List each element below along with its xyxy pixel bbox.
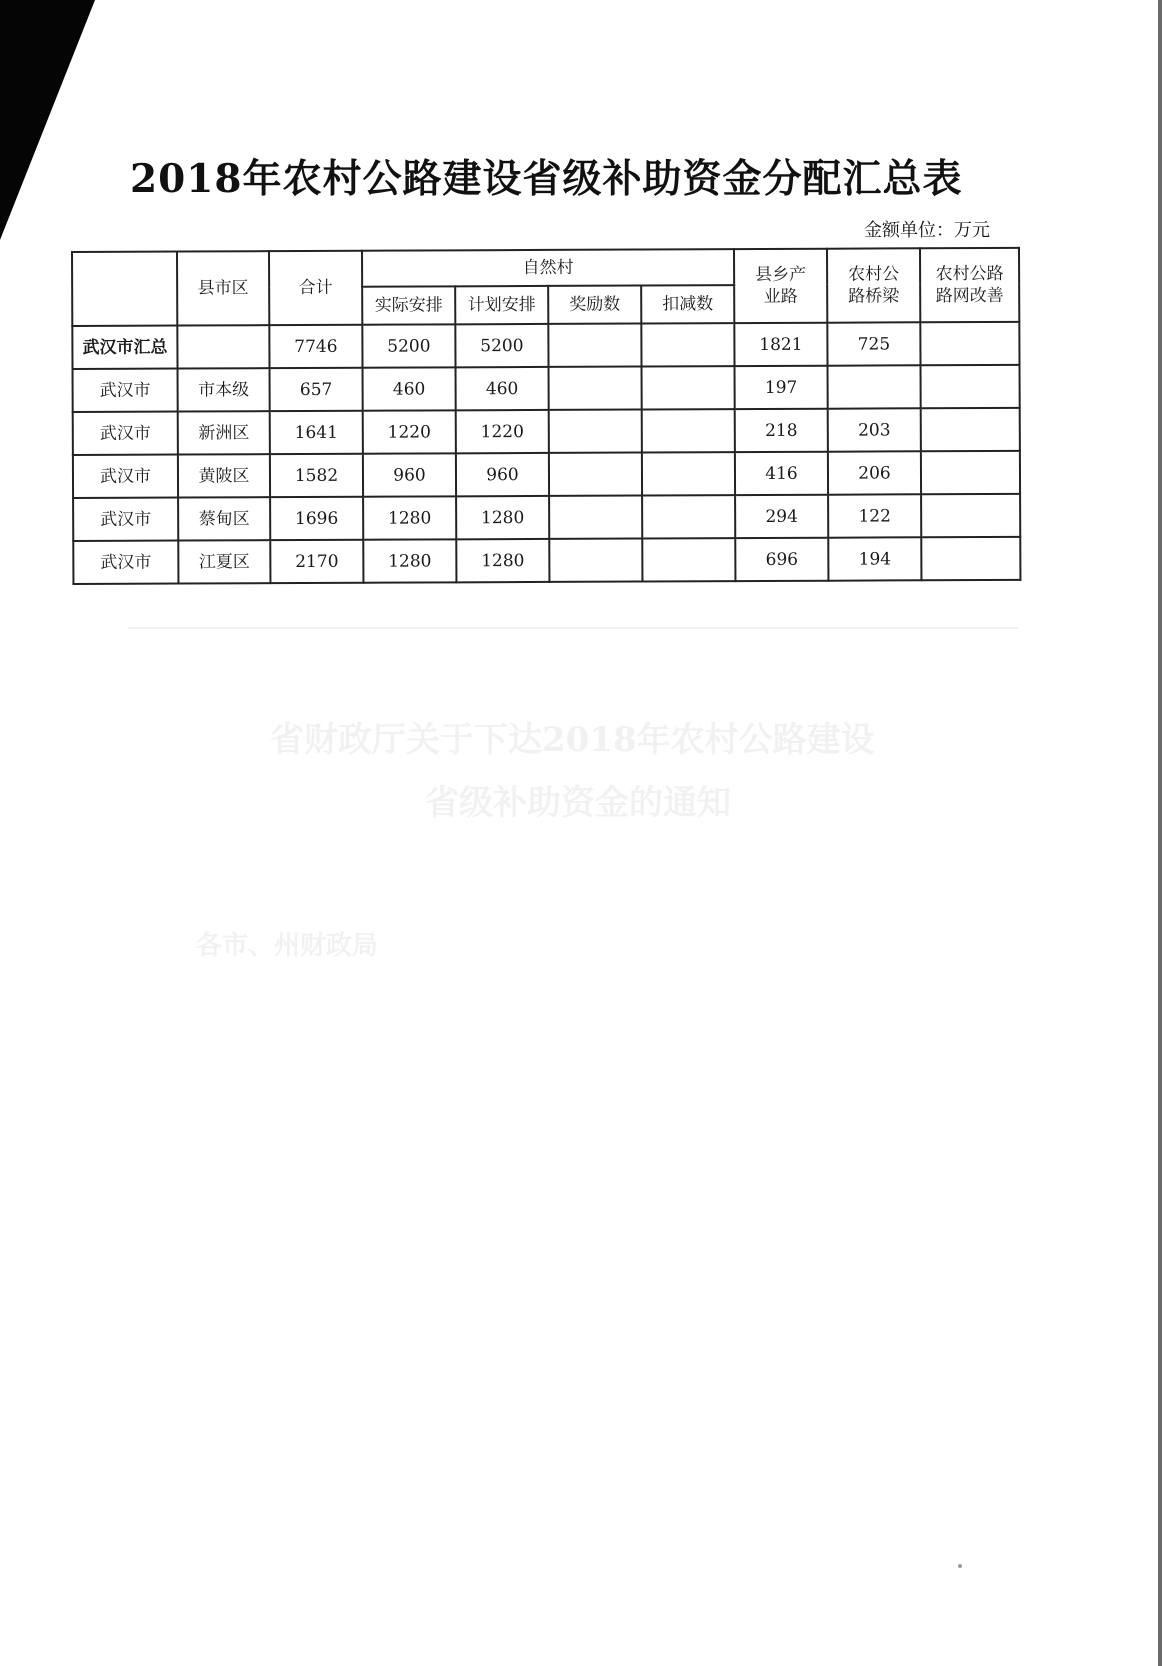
bleed-through-heading-2: 省级补助资金的通知 [425, 783, 731, 823]
cell-reward [549, 453, 642, 496]
cell-network [921, 537, 1020, 580]
table-row [73, 365, 1020, 412]
bleed-through-addressee: 各市、州财政局 [196, 931, 379, 961]
cell-reward [549, 367, 642, 410]
cell-network [921, 494, 1020, 537]
cell-network [920, 322, 1019, 365]
scan-shadow-left [0, 0, 95, 240]
cell-deduction [642, 538, 735, 581]
header-rural-bridge: 农村公路桥梁 [827, 248, 920, 322]
cell-planned: 960 [456, 453, 549, 496]
table-row [73, 451, 1020, 498]
cell-county: 市本级 [178, 368, 270, 411]
cell-network [921, 408, 1020, 451]
cell-city: 武汉市汇总 [72, 326, 177, 369]
cell-total: 1696 [270, 497, 363, 540]
scan-edge-right [1158, 0, 1162, 1666]
cell-actual: 1280 [363, 496, 456, 539]
cell-planned: 460 [456, 367, 549, 410]
cell-reward [548, 324, 641, 367]
bleed-through-rule [128, 627, 1018, 629]
cell-industry-road: 218 [735, 409, 828, 452]
cell-actual: 5200 [362, 324, 455, 367]
cell-planned: 1220 [456, 410, 549, 453]
cell-industry-road: 197 [735, 366, 828, 409]
cell-planned: 1280 [456, 496, 549, 539]
cell-reward [549, 539, 642, 582]
table-row-summary [72, 322, 1019, 369]
cell-industry-road: 696 [735, 538, 828, 581]
cell-total: 2170 [270, 540, 363, 583]
cell-bridge: 122 [828, 494, 921, 537]
cell-city: 武汉市 [73, 541, 178, 584]
cell-county [177, 325, 269, 368]
table-row [73, 537, 1020, 584]
header-industry-road: 县乡产业路 [734, 249, 827, 323]
cell-city: 武汉市 [73, 498, 178, 541]
cell-deduction [642, 366, 735, 409]
header-actual: 实际安排 [362, 286, 455, 324]
cell-network [921, 365, 1020, 408]
cell-bridge [828, 365, 921, 408]
cell-industry-road: 294 [735, 495, 828, 538]
scan-speck [958, 1564, 962, 1568]
cell-county: 江夏区 [178, 540, 270, 583]
cell-bridge: 194 [828, 537, 921, 580]
cell-total: 657 [270, 368, 363, 411]
cell-county: 黄陂区 [178, 454, 270, 497]
cell-actual: 1220 [363, 410, 456, 453]
cell-reward [549, 496, 642, 539]
header-natural-village: 自然村 [362, 249, 734, 287]
cell-industry-road: 1821 [734, 323, 827, 366]
cell-deduction [641, 323, 734, 366]
bleed-through-heading-1: 省财政厅关于下达2018年农村公路建设 [270, 720, 875, 760]
cell-total: 1582 [270, 454, 363, 497]
table-row [73, 408, 1020, 455]
cell-city: 武汉市 [73, 412, 178, 455]
cell-reward [549, 410, 642, 453]
cell-total: 7746 [269, 325, 362, 368]
cell-city: 武汉市 [73, 455, 178, 498]
cell-industry-road: 416 [735, 452, 828, 495]
header-deduction: 扣减数 [641, 285, 734, 323]
header-county: 县市区 [177, 251, 269, 325]
header-planned: 计划安排 [455, 286, 548, 324]
cell-planned: 1280 [456, 539, 549, 582]
cell-county: 蔡甸区 [178, 497, 270, 540]
cell-bridge: 206 [828, 451, 921, 494]
header-total: 合计 [269, 251, 362, 325]
cell-deduction [642, 495, 735, 538]
cell-deduction [642, 409, 735, 452]
unit-note: 金额单位：万元 [864, 220, 990, 241]
cell-deduction [642, 452, 735, 495]
cell-total: 1641 [270, 411, 363, 454]
cell-actual: 460 [363, 367, 456, 410]
cell-county: 新洲区 [178, 411, 270, 454]
cell-network [921, 451, 1020, 494]
cell-bridge: 203 [828, 408, 921, 451]
cell-actual: 1280 [363, 539, 456, 582]
allocation-table [71, 247, 1021, 585]
table-row [73, 494, 1020, 541]
header-rural-network: 农村公路路网改善 [920, 248, 1019, 322]
cell-planned: 5200 [455, 324, 548, 367]
cell-actual: 960 [363, 453, 456, 496]
page-title: 2018年农村公路建设省级补助资金分配汇总表 [130, 156, 963, 202]
cell-city: 武汉市 [73, 369, 178, 412]
header-reward: 奖励数 [548, 286, 641, 324]
header-blank [72, 252, 177, 326]
cell-bridge: 725 [827, 322, 920, 365]
